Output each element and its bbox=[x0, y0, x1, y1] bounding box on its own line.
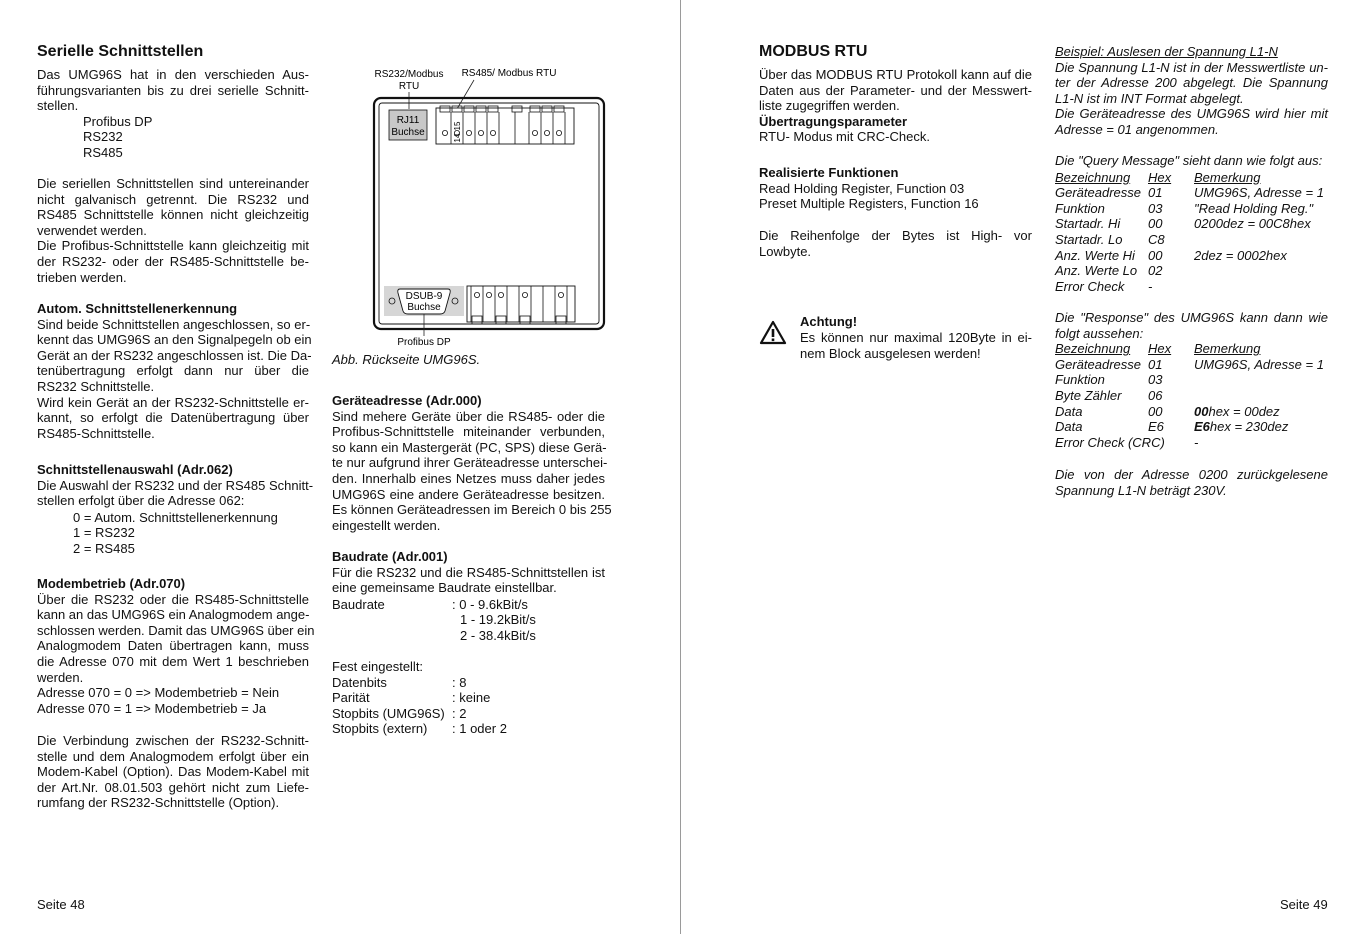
fest-key: Stopbits (extern) bbox=[332, 721, 428, 737]
intro-line: Das UMG96S hat in den verschieden Aus- bbox=[37, 67, 309, 82]
page-number-right: Seite 49 bbox=[1280, 897, 1328, 912]
response-header-bez: Bezeichnung bbox=[1055, 341, 1131, 357]
fest-heading: Fest eingestellt: bbox=[332, 659, 424, 674]
geraet-heading: Geräteadresse (Adr.000) bbox=[332, 393, 482, 408]
query-bez: Funktion bbox=[1055, 200, 1105, 216]
query-bem: "Read Holding Reg." bbox=[1194, 200, 1314, 216]
fest-value: : 2 bbox=[452, 705, 467, 721]
response-bem-text: hex = 230dez bbox=[1209, 419, 1289, 435]
modem-line: Adresse 070 = 1 => Modembetrieb = Ja bbox=[37, 700, 267, 716]
label-rs232: RS232/Modbus bbox=[374, 69, 444, 80]
interface-item: RS232 bbox=[83, 129, 123, 145]
baud-line: Für die RS232 und die RS485-Schnittstellen ist bbox=[332, 564, 605, 580]
dsub-label: Buchse bbox=[407, 302, 441, 313]
order-line: Lowbyte. bbox=[759, 243, 812, 259]
response-bez: Data bbox=[1055, 419, 1083, 435]
response-bem-text: hex = 00dez bbox=[1208, 403, 1280, 419]
autom-line: Wird kein Gerät an der RS232-Schnittstelle er- bbox=[37, 394, 309, 410]
query-bez: Anz. Werte Lo bbox=[1055, 263, 1138, 279]
interface-item: RS485 bbox=[83, 145, 123, 160]
response-bez: Error Check (CRC) bbox=[1055, 434, 1165, 450]
kabel-line: rumfang der RS232-Schnittstelle (Option). bbox=[37, 795, 280, 811]
query-bez: Error Check bbox=[1055, 278, 1125, 294]
query-bem: 0200dez = 00C8hex bbox=[1194, 216, 1311, 232]
conclusion-line: Spannung L1-N beträgt 230V. bbox=[1055, 482, 1227, 498]
query-hex: 00 bbox=[1148, 216, 1163, 232]
query-bez: Anz. Werte Hi bbox=[1055, 247, 1135, 263]
fest-key: Parität bbox=[332, 690, 370, 706]
para-line: verwendet werden. bbox=[37, 222, 147, 238]
autom-line: kannt, so erfolgt die Datenübertragung über bbox=[37, 410, 309, 426]
baud-value: 2 - 38.4kBit/s bbox=[460, 628, 536, 643]
dsub-label: DSUB-9 bbox=[405, 291, 443, 302]
response-bez: Byte Zähler bbox=[1055, 388, 1122, 403]
response-intro: folgt aussehen: bbox=[1055, 325, 1144, 341]
label-rtu: RTU bbox=[398, 81, 420, 92]
autom-line: kennt das UMG96S an den Signalpegeln ob ein bbox=[37, 332, 312, 348]
geraet-line: Profibus-Schnittstelle miteinander verbunden, bbox=[332, 424, 605, 440]
fest-value: : keine bbox=[452, 690, 491, 706]
response-hex: 06 bbox=[1148, 388, 1163, 403]
geraet-line: den. Innerhalb eines Netzes muss daher jedes bbox=[332, 471, 605, 486]
funk-heading: Realisierte Funktionen bbox=[759, 165, 899, 180]
kabel-line: der Art.Nr. 08.01.503 gehört nicht zum Liefe- bbox=[37, 779, 309, 795]
modbus-intro-line: Über das MODBUS RTU Protokoll kann auf die bbox=[759, 67, 1032, 82]
example-intro-line: Die Spannung L1-N ist in der Messwertliste un- bbox=[1055, 59, 1328, 75]
response-bez: Geräteadresse bbox=[1055, 356, 1141, 372]
modem-line: werden. bbox=[37, 669, 84, 685]
baud-value: : 0 - 9.6kBit/s bbox=[452, 596, 528, 612]
fest-value: : 1 oder 2 bbox=[452, 721, 507, 737]
rj11-label: RJ11 bbox=[396, 115, 420, 126]
response-bez: Funktion bbox=[1055, 372, 1105, 388]
autom-line: RS232 Schnittstelle. bbox=[37, 379, 155, 394]
para-line: trieben werden. bbox=[37, 269, 127, 285]
baud-line: eine gemeinsame Baudrate einstellbar. bbox=[332, 580, 557, 596]
geraet-line: Sind mehere Geräte über die RS485- oder die bbox=[332, 408, 605, 424]
auswahl-line: stellen erfolgt über die Adresse 062: bbox=[37, 493, 245, 509]
response-hex: 00 bbox=[1148, 403, 1163, 419]
intro-line: führungsvarianten bis zu drei serielle Schnitt- bbox=[37, 82, 309, 98]
modem-line: die Adresse 070 mit dem Wert 1 beschrieben bbox=[37, 654, 309, 669]
baud-value: 1 - 19.2kBit/s bbox=[460, 612, 536, 628]
auswahl-option: 2 = RS485 bbox=[73, 541, 135, 556]
fest-key: Datenbits bbox=[332, 674, 387, 690]
query-header-hex: Hex bbox=[1148, 169, 1172, 185]
order-line: Die Reihenfolge der Bytes ist High- vor bbox=[759, 228, 1032, 243]
modem-heading: Modembetrieb (Adr.070) bbox=[37, 576, 186, 591]
response-bem bbox=[1194, 419, 1288, 435]
response-bez: Data bbox=[1055, 403, 1083, 419]
label-profibus: Profibus DP bbox=[397, 337, 451, 348]
example-intro-line: L1-N ist im INT Format abgelegt. bbox=[1055, 90, 1244, 106]
kabel-line: stelle und dem Analogmodem erfolgt über ein bbox=[37, 748, 309, 764]
warning-line: nem Block ausgelesen werden! bbox=[800, 345, 981, 361]
query-bez: Startadr. Lo bbox=[1055, 232, 1123, 247]
right-page-title: MODBUS RTU bbox=[759, 43, 868, 60]
query-hex: 00 bbox=[1148, 247, 1163, 263]
intro-line: stellen. bbox=[37, 98, 79, 114]
pin-15: 15 bbox=[453, 121, 462, 131]
modem-line: kann an das UMG96S ein Analogmodem ange- bbox=[37, 607, 310, 623]
query-bem: UMG96S, Adresse = 1 bbox=[1194, 185, 1324, 201]
funk-item: Read Holding Register, Function 03 bbox=[759, 180, 965, 196]
geraet-line: te nur aufgrund ihrer Geräteadresse unterschei- bbox=[332, 455, 608, 471]
response-hex: - bbox=[1194, 434, 1199, 450]
funk-item: Preset Multiple Registers, Function 16 bbox=[759, 196, 979, 212]
baud-heading: Baudrate (Adr.001) bbox=[332, 549, 448, 564]
geraet-line: eingestellt werden. bbox=[332, 517, 441, 533]
rj11-label: Buchse bbox=[391, 127, 425, 138]
conclusion-line: Die von der Adresse 0200 zurückgelesene bbox=[1055, 467, 1328, 482]
query-bem: 2dez = 0002hex bbox=[1194, 247, 1287, 263]
geraet-line: Es können Geräteadressen im Bereich 0 bis 255 bbox=[332, 502, 612, 518]
query-hex: 03 bbox=[1148, 200, 1163, 216]
left-page-title: Serielle Schnittstellen bbox=[37, 43, 204, 60]
response-bem: UMG96S, Adresse = 1 bbox=[1194, 356, 1324, 372]
modem-line: Adresse 070 = 0 => Modembetrieb = Nein bbox=[37, 685, 280, 701]
autom-line: Sind beide Schnittstellen angeschlossen, so er- bbox=[37, 316, 311, 332]
modem-line: schlossen werden. Damit das UMG96S über ein bbox=[37, 622, 315, 638]
auswahl-heading: Schnittstellenauswahl (Adr.062) bbox=[37, 462, 233, 477]
example-intro-line: Die Geräteadresse des UMG96S wird hier mit bbox=[1055, 106, 1328, 122]
pin-14: 14 bbox=[453, 133, 462, 143]
auswahl-line: Die Auswahl der RS232 und der RS485 Schnitt- bbox=[37, 477, 314, 493]
autom-line: RS485-Schnittstelle. bbox=[37, 425, 155, 441]
para-line: RS485 Schnittstelle können nicht gleichzeitig bbox=[37, 207, 309, 223]
response-header-hex: Hex bbox=[1148, 341, 1172, 357]
modbus-intro-line: Daten aus der Parameter- und der Messwert- bbox=[759, 82, 1032, 98]
autom-line: Gerät an der RS232 angeschlossen ist. Die Da- bbox=[37, 347, 312, 363]
query-hex: - bbox=[1148, 278, 1153, 294]
query-header-bez: Bezeichnung bbox=[1055, 169, 1131, 185]
response-hex: E6 bbox=[1148, 419, 1164, 435]
fest-key: Stopbits (UMG96S) bbox=[332, 705, 445, 721]
query-bez: Geräteadresse bbox=[1055, 185, 1141, 201]
warning-line: Es können nur maximal 120Byte in ei- bbox=[800, 330, 1032, 345]
para-line: nicht galvanisch getrennt. Die RS232 und bbox=[37, 191, 309, 207]
response-bem-bold: E6 bbox=[1194, 419, 1210, 435]
warning-icon bbox=[759, 320, 787, 345]
interface-item: Profibus DP bbox=[83, 113, 153, 129]
auswahl-option: 0 = Autom. Schnittstellenerkennung bbox=[73, 509, 278, 525]
kabel-line: Die Verbindung zwischen der RS232-Schnitt- bbox=[37, 733, 309, 748]
modbus-intro-line: liste zugegriffen werden. bbox=[759, 98, 900, 114]
query-bez: Startadr. Hi bbox=[1055, 216, 1121, 232]
autom-line: tenübertragung erfolgt dann nur über die bbox=[37, 363, 309, 379]
modem-line: Über die RS232 oder die RS485-Schnittstelle bbox=[37, 591, 309, 607]
page-number-left: Seite 48 bbox=[37, 897, 85, 912]
label-rs485: RS485/ Modbus RTU bbox=[461, 68, 557, 79]
geraet-line: so kann ein Mastergerät (PC, SPS) diese Gerä- bbox=[332, 439, 607, 455]
fest-value: : 8 bbox=[452, 674, 467, 690]
query-header-bem: Bemerkung bbox=[1194, 169, 1261, 185]
query-hex: 02 bbox=[1148, 263, 1163, 279]
query-hex: 01 bbox=[1148, 185, 1163, 201]
example-heading: Beispiel: Auslesen der Spannung L1-N bbox=[1055, 44, 1278, 59]
modem-line: Analogmodem Daten übertragen kann, muss bbox=[37, 638, 309, 654]
baud-label: Baudrate bbox=[332, 596, 385, 612]
query-intro: Die "Query Message" sieht dann wie folgt aus: bbox=[1055, 153, 1323, 168]
page-divider bbox=[680, 0, 681, 934]
example-intro-line: ter der Adresse 200 abgelegt. Die Spannung bbox=[1055, 75, 1328, 91]
para-line: Die Profibus-Schnittstelle kann gleichzeitig mit bbox=[37, 238, 309, 254]
kabel-line: Modem-Kabel (Option). Das Modem-Kabel mit bbox=[37, 764, 309, 780]
example-intro-line: Adresse = 01 angenommen. bbox=[1055, 122, 1219, 137]
response-intro: Die "Response" des UMG96S kann dann wie bbox=[1055, 310, 1328, 325]
figure-caption: Abb. Rückseite UMG96S. bbox=[332, 352, 481, 367]
para-line: Die seriellen Schnittstellen sind untereinander bbox=[37, 176, 309, 191]
param-heading: Übertragungsparameter bbox=[759, 113, 908, 129]
param-text: RTU- Modus mit CRC-Check. bbox=[759, 129, 930, 145]
response-header-bem: Bemerkung bbox=[1194, 341, 1261, 357]
para-line: der RS232- oder der RS485-Schnittstelle be- bbox=[37, 254, 309, 269]
query-hex: C8 bbox=[1148, 232, 1165, 247]
response-bem bbox=[1194, 404, 1280, 420]
autom-heading: Autom. Schnittstellenerkennung bbox=[37, 301, 238, 316]
geraet-line: UMG96S eine andere Geräteadresse besitzen. bbox=[332, 486, 605, 502]
response-hex: 03 bbox=[1148, 372, 1163, 388]
warning-heading: Achtung! bbox=[800, 314, 858, 329]
response-bem-bold: 00 bbox=[1194, 403, 1209, 419]
rear-panel-diagram bbox=[330, 62, 620, 352]
auswahl-option: 1 = RS232 bbox=[73, 525, 135, 541]
response-hex: 01 bbox=[1148, 356, 1163, 372]
